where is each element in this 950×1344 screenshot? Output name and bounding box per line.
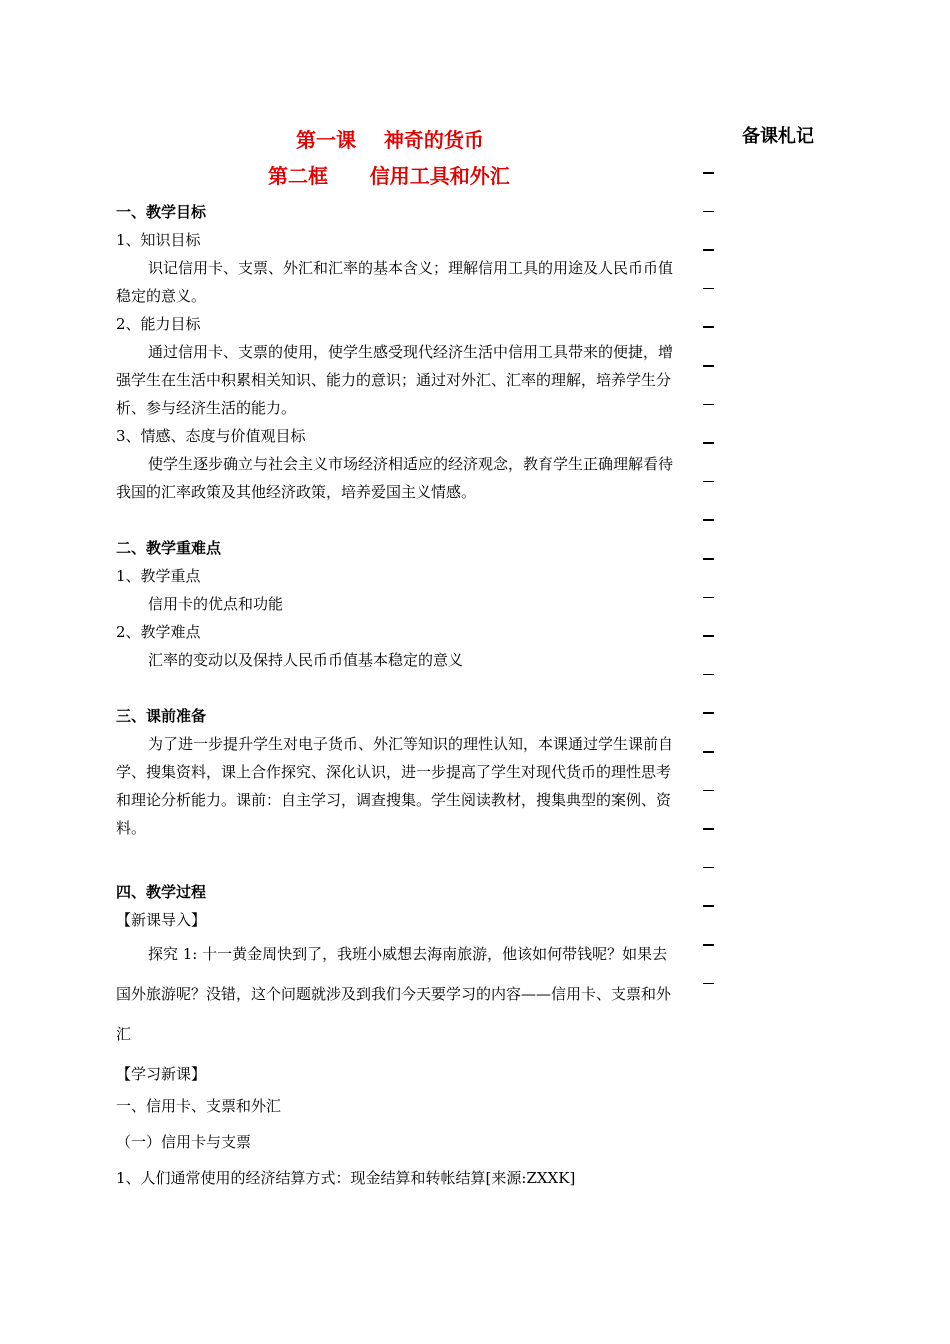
- heading-teaching-process: 四、教学过程: [116, 883, 207, 901]
- notes-line-mark: [703, 867, 714, 869]
- notes-line-mark: [703, 983, 714, 985]
- notes-line-mark: [703, 172, 714, 174]
- notes-line-mark: [703, 288, 714, 290]
- notes-line-mark: [703, 597, 714, 599]
- knowledge-goal-label: 1、知识目标: [116, 231, 201, 249]
- key-point-label: 1、教学重点: [116, 567, 201, 585]
- heading-preparation: 三、课前准备: [116, 707, 207, 725]
- preparation-text: 为了进一步提升学生对电子货币、外汇等知识的理性认知，本课通过学生课前自学、搜集资料，课上合作探究、深化认识，进一步提高了学生对现代货币的理性思考和理论分析能力。课前：自主学习，调查搜集。学生阅读教材，搜集典型的案例、资料。: [116, 735, 674, 837]
- notes-line-mark: [703, 712, 714, 714]
- subsection-one-title: （一）信用卡与支票: [116, 1133, 252, 1151]
- notes-line-mark: [703, 558, 714, 560]
- learn-tag: 【学习新课】: [116, 1065, 207, 1083]
- knowledge-goal-text: 识记信用卡、支票、外汇和汇率的基本含义；理解信用工具的用途及人民币币值稳定的意义。: [116, 259, 674, 305]
- notes-column-title: 备课札记: [742, 126, 814, 147]
- notes-line-mark: [703, 365, 714, 367]
- notes-line-mark: [703, 481, 714, 483]
- item-one-text: 1、人们通常使用的经济结算方式：现金结算和转帐结算[来源:ZXXK]: [116, 1169, 576, 1187]
- document-body: [116, 198, 676, 1196]
- notes-line-mark: [703, 519, 714, 521]
- notes-line-mark: [703, 211, 714, 213]
- lesson-title: 第一课 神奇的货币: [296, 128, 484, 152]
- notes-line-mark: [703, 905, 714, 907]
- notes-line-mark: [703, 249, 714, 251]
- emotion-goal-label: 3、情感、态度与价值观目标: [116, 427, 306, 445]
- notes-line-mark: [703, 828, 714, 830]
- ability-goal-text: 通过信用卡、支票的使用，使学生感受现代经济生活中信用工具带来的便捷，增强学生在生活中积累相关知识、能力的意识；通过对外汇、汇率的理解，培养学生分析、参与经济生活的能力。: [116, 343, 674, 417]
- section-title: 第二框 信用工具和外汇: [268, 164, 510, 188]
- notes-line-mark: [703, 944, 714, 946]
- key-point-text: 信用卡的优点和功能: [148, 595, 284, 613]
- intro-tag: 【新课导入】: [116, 911, 207, 929]
- emotion-goal-text: 使学生逐步确立与社会主义市场经济相适应的经济观念，教育学生正确理解看待我国的汇率政策及其他经济政策，培养爱国主义情感。: [116, 455, 674, 501]
- ability-goal-label: 2、能力目标: [116, 315, 201, 333]
- notes-line-mark: [703, 635, 714, 637]
- explore-text: 探究 1: 十一黄金周快到了，我班小威想去海南旅游，他该如何带钱呢？如果去国外旅游呢？没错，这个问题就涉及到我们今天要学习的内容——信用卡、支票和外汇: [116, 945, 672, 1043]
- notes-line-mark: [703, 751, 714, 753]
- difficult-point-text: 汇率的变动以及保持人民币币值基本稳定的意义: [148, 651, 464, 669]
- notes-line-mark: [703, 326, 714, 328]
- heading-teaching-goals: 一、教学目标: [116, 203, 207, 221]
- notes-line-mark: [703, 674, 714, 676]
- notes-line-mark: [703, 442, 714, 444]
- notes-line-mark: [703, 404, 714, 406]
- difficult-point-label: 2、教学难点: [116, 623, 201, 641]
- notes-line-mark: [703, 790, 714, 792]
- section-one-title: 一、信用卡、支票和外汇: [116, 1097, 282, 1115]
- heading-key-points: 二、教学重难点: [116, 539, 222, 557]
